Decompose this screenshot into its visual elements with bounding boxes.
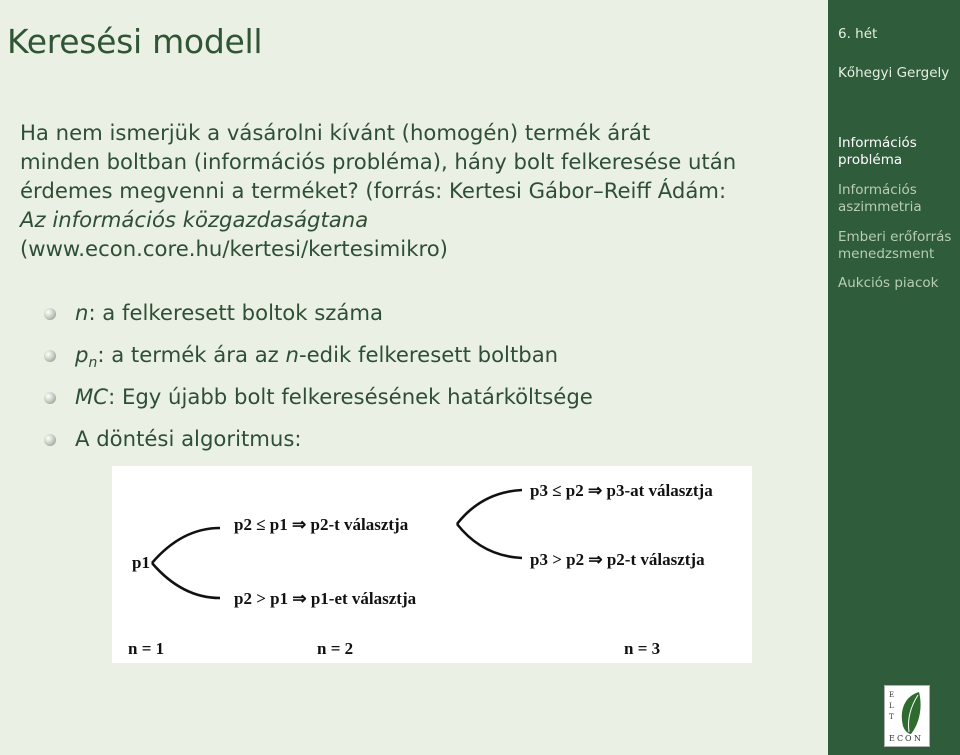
bullet-ball-icon (44, 434, 56, 446)
elte-econ-logo (884, 685, 930, 747)
bullet-text: : a termék ára az (97, 342, 286, 367)
bullet-ball-icon (44, 308, 56, 320)
bullet-text: : Egy újabb bolt felkeresésének határköltsége (108, 384, 593, 409)
sidebar-item-line: Információs (838, 135, 917, 151)
bullet-list (44, 297, 593, 465)
logo-letter: E (889, 734, 895, 743)
source-url: (www.econ.core.hu/kertesi/kertesimikro) (20, 236, 448, 261)
sidebar-item-line: Információs (838, 182, 917, 198)
sidebar-week[interactable]: 6. hét (838, 26, 878, 42)
bullet-ball-icon (44, 350, 56, 362)
bullet-text-end: -edik felkeresett boltban (298, 342, 559, 367)
bullet-ball-icon (44, 392, 56, 404)
logo-letter: E (889, 691, 895, 699)
tree-root-label: p1 (132, 553, 150, 572)
tree-branch-upper (152, 528, 220, 563)
intro-line-3: érdemes megvenni a terméket? (forrás: Kertesi Gábor–Reiff Ádám: (20, 178, 727, 203)
tree-branch-lower (152, 563, 220, 598)
logo-letter: T (889, 713, 894, 721)
slide-title: Keresési modell (7, 22, 263, 61)
sidebar (828, 0, 960, 755)
intro-line-1: Ha nem ismerjük a vásárolni kívánt (homogén) termék árát (20, 120, 651, 145)
sidebar-item-line: Aukciós piacok (838, 275, 939, 291)
sidebar-item-aukcios-piacok[interactable] (838, 275, 938, 292)
bullet-symbol: p (75, 342, 89, 367)
bullet-symbol: MC (75, 384, 109, 409)
tree-sub-lower-label: p3 > p2 ⇒ p2-t választja (530, 550, 705, 569)
tree-lower-label: p2 > p1 ⇒ p1-et választja (234, 589, 417, 608)
bullet-item (44, 297, 593, 339)
sidebar-item-line: probléma (838, 152, 903, 168)
tree-subbranch-upper (457, 490, 522, 524)
sidebar-item-informacios-problema[interactable] (838, 135, 917, 169)
logo-letter: O (905, 734, 912, 743)
decision-tree-figure (112, 466, 752, 663)
logo-leaf-icon (885, 686, 929, 746)
intro-line-2: minden boltban (információs probléma), hány bolt felkeresése után (20, 149, 737, 174)
decision-tree-svg (112, 466, 752, 663)
sidebar-item-informacios-aszimmetria[interactable] (838, 182, 922, 216)
logo-letter: C (897, 734, 904, 743)
sidebar-item-line: Emberi erőforrás (838, 229, 952, 245)
bullet-symbol: n (75, 300, 89, 325)
bullet-item (44, 339, 593, 381)
tree-upper-label: p2 ≤ p1 ⇒ p2-t választja (234, 515, 409, 534)
bullet-item (44, 423, 593, 465)
sidebar-item-emberi-eroforras[interactable] (838, 229, 951, 263)
book-title: Az információs közgazdaságtana (20, 207, 369, 232)
logo-letter: L (889, 702, 894, 710)
tree-stage-label: n = 1 (128, 639, 165, 658)
sidebar-author[interactable]: Kőhegyi Gergely (838, 65, 950, 81)
bullet-item (44, 381, 593, 423)
bullet-text: : a felkeresett boltok száma (88, 300, 384, 325)
sidebar-item-line: aszimmetria (838, 199, 922, 215)
logo-letter: N (914, 734, 921, 743)
tree-stage-label: n = 2 (317, 639, 354, 658)
tree-sub-upper-label: p3 ≤ p2 ⇒ p3-at választja (530, 481, 713, 500)
tree-subbranch-lower (457, 524, 522, 558)
sidebar-item-line: menedzsment (838, 246, 935, 262)
bullet-subscript: n (88, 355, 98, 372)
bullet-text: A döntési algoritmus: (75, 426, 302, 451)
tree-stage-label: n = 3 (624, 639, 661, 658)
bullet-symbol-inline: n (285, 342, 299, 367)
intro-paragraph (20, 118, 820, 263)
